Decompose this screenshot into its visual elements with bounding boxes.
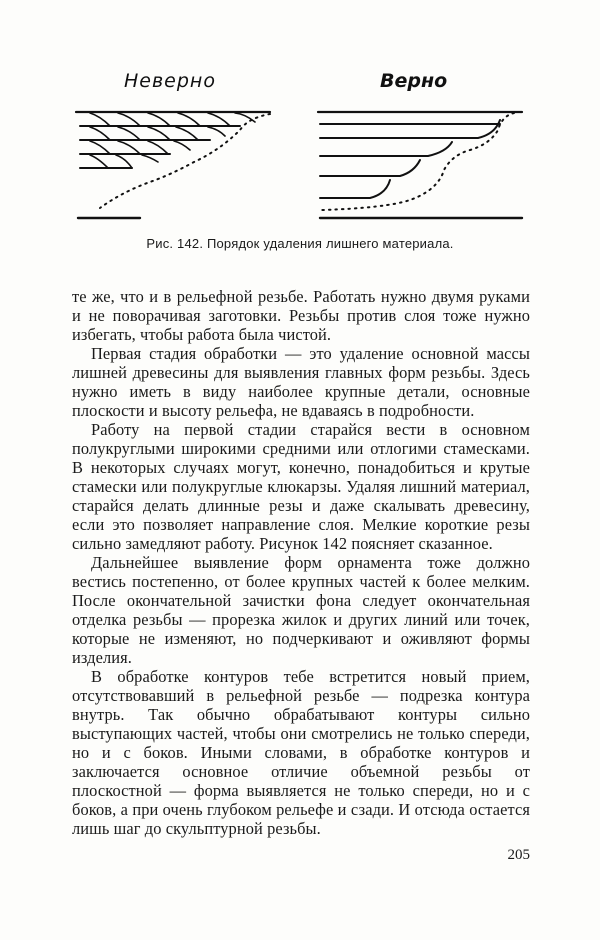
label-wrong: Неверно [124,70,216,92]
paragraph-3: Работу на первой стадии старайся вести в основном полукруглыми широкими средними или отлогими стамесками. В некоторых случаях могут, конечно, понадобиться и крутые стамески или полукруглые клюкарзы. Удаляя лишний материал, старайся делать длинные резы и даже скалывать древесину, если это позволяет направление слоя. Мелкие короткие резы сильно замедляют работу. Рисунок 142 поясняет сказанное. [72,420,530,553]
label-right: Верно [380,70,448,92]
wrong-method-drawing [76,112,270,218]
paragraph-4: Дальнейшее выявление форм орнамента тоже должно вестись постепенно, от более крупных частей к более мелким. После окончательной зачистки фона следует окончательная отделка резьбы — прорезка жилок и других линий или точек, которые не изменяют, но подчеркивают и оживляют формы изделия. [72,553,530,667]
page-number: 205 [507,847,530,863]
figure-142 [70,70,540,230]
paragraph-2: Первая стадия обработки — это удаление основной массы лишней древесины для выявления главных форм резьбы. Здесь нужно иметь в виду наиболее крупные детали, основные плоскости и высоту рельефа, не вдаваясь в подробности. [72,344,530,420]
paragraph-5: В обработке контуров тебе встретится новый прием, отсутствовавший в рельефной резьбе — подрезка контура внутрь. Так обычно обрабатывают контуры сильно выступающих частей, чтобы они смотрелись не только спереди, но и с боков. Иными словами, в обработке контуров и заключается основное отличие объемной резьбы от плоскостной — форма выявляется не только спереди, но и с боков, а при очень глубоком рельефе и сзади. И отсюда остается лишь шаг до скульптурной резьбы. [72,667,530,838]
body-text [72,287,530,838]
figure-drawing [70,100,540,230]
figure-caption: Рис. 142. Порядок удаления лишнего материала. [146,236,454,251]
paragraph-1: те же, что и в рельефной резьбе. Работать нужно двумя руками и не поворачивая заготовки. Резьбы против слоя тоже нужно избегать, чтобы работа была чистой. [72,287,530,344]
right-method-drawing [318,112,522,218]
